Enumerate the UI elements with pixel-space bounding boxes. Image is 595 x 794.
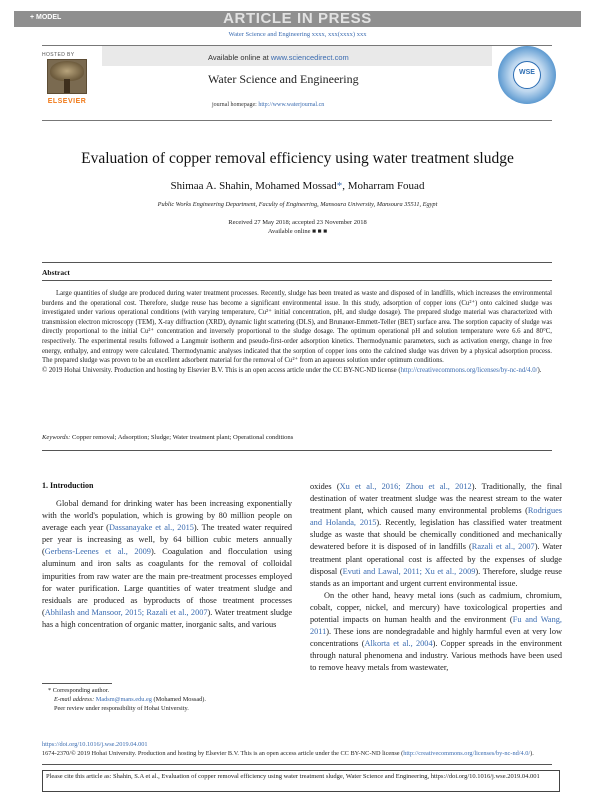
footnotes (48, 686, 288, 713)
sciencedirect-link[interactable]: www.sciencedirect.com (270, 53, 349, 62)
corresponding-author-mark[interactable]: * (336, 180, 343, 192)
available-prefix: Available online at (208, 53, 271, 62)
article-title: Evaluation of copper removal efficiency using water treatment sludge (81, 150, 514, 167)
reference-link[interactable]: Abhilash and Mansoor, 2015; Razali et al., 2007 (44, 607, 208, 617)
body-column-left (42, 481, 292, 631)
model-tag: + MODEL (30, 14, 62, 21)
section-heading-introduction: 1. Introduction (42, 481, 94, 490)
footer-doi-block (42, 740, 552, 758)
reference-link[interactable]: Dassanayake et al., 2015 (108, 523, 194, 533)
abstract-text: Large quantities of sludge are produced during water treatment processes. Recently, sludge has been treated as waste and disposed of in landfills, which increases the environmental burdens and the operational cost. Therefore, sludge reuse has become a significant environmental issue. In this study, adsorption of copper ions (Cu²⁺) onto calcined sludge was investigated under various operational conditions (with varying temperature, Cu²⁺ initial concentration, pH, and sludge dosage). The prepared sludge material was characterized with transmission electron microscopy (TEM), X-ray diffraction (XRD), dynamic light scattering (DLS), and Brunauer-Emmett-Teller (BET) surface area. The sorption capacity of sludge was directly proportional to the initial Cu²⁺ concentration and inversely proportional to the sludge dosage. The optimum operational pH and solution temperature were 6.6 and 80°C, respectively. The experimental results followed a Langmuir isotherm and pseudo-first-order adsorption kinetics. Thermodynamic parameters, such as activation energy, change in free energy, enthalpy, and entropy were calculated. Thermodynamic analyses indicated that the sorption of copper ions onto the calcined sludge was driven by a physical adsorption process. The prepared sludge was proven to be an excellent adsorbent material for the removal of Cu²⁺ from an aqueous solution under optimum conditions. (42, 290, 552, 365)
reference-link[interactable]: Rodrigues and Holanda, 2015 (310, 506, 562, 528)
issn-prefix: 1674-2370/© 2019 Hohai University. Production and hosting by Elsevier B.V. This is an open access article under the CC BY-NC-ND license ( (42, 750, 404, 757)
authors-first: Shimaa A. Shahin, Mohamed Mossad (170, 180, 337, 192)
received-dates: Received 27 May 2018; accepted 23 November 2018 (228, 219, 367, 226)
intro-paragraph-1 (42, 498, 292, 631)
article-in-press-banner (14, 11, 581, 27)
citation-box: Please cite this article as: Shahin, S.A et al., Evaluation of copper removal efficiency using water treatment sludge, Water Science and Engineering, https://doi.org/10.1016/j.wse.2019.04.001 (42, 770, 560, 792)
abstract-heading: Abstract (42, 268, 70, 277)
reference-link[interactable]: Alkorta et al., 2004 (364, 639, 433, 649)
journal-homepage-link[interactable]: http://www.waterjournal.cn (258, 102, 325, 108)
affiliation: Public Works Engineering Department, Faculty of Engineering, Mansoura University, Mansoura 35511, Egypt (157, 201, 438, 208)
corresponding-author-note: * Corresponding author. (48, 687, 110, 694)
keywords-list: Copper removal; Adsorption; Sludge; Water treatment plant; Operational conditions (70, 434, 294, 441)
keywords (42, 434, 552, 441)
reference-link[interactable]: Fu and Wang, 2011 (310, 615, 562, 637)
doi-link[interactable]: https://doi.org/10.1016/j.wse.2019.04.001 (42, 741, 148, 748)
article-in-press-title: ARTICLE IN PRESS (223, 10, 372, 27)
journal-name: Water Science and Engineering (208, 72, 359, 86)
reference-link[interactable]: Xu et al., 2016; Zhou et al., 2012 (339, 482, 472, 491)
footer-license-link[interactable]: http://creativecommons.org/licenses/by-nc-nd/4.0/ (403, 750, 531, 757)
text-run: ). Water treatment sludge has a high concentration of organic matter, inorganic salts, and various (42, 607, 292, 629)
tree-trunk-shape (64, 79, 70, 93)
tree-canopy-shape (50, 61, 84, 81)
intro-paragraph-2 (310, 590, 562, 675)
wse-journal-logo (498, 46, 556, 104)
email-note (48, 695, 288, 704)
text-run: ). Therefore, sludge reuse stands as an important and urgent current environmental issue. (310, 566, 562, 588)
text-run: ). The treated water required per year is increasing as well, by 64 billion cubic meters annually ( (42, 523, 293, 557)
body-column-right (310, 481, 562, 675)
publisher-name: ELSEVIER (47, 98, 87, 105)
text-run: ). Traditionally, the final destination of water treatment sludge was the nearest stream to the water treatment plant, which caused many environmental problems ( (310, 482, 563, 516)
email-label: E-mail address: (54, 696, 96, 703)
journal-info (102, 46, 492, 116)
available-online-date: Available online ■ ■ ■ (267, 228, 328, 235)
issn-license (42, 749, 552, 758)
available-online (208, 53, 349, 62)
email-link[interactable]: Madsm@mans.edu.eg (95, 696, 152, 703)
email-suffix: (Mohamed Mossad). (151, 696, 206, 703)
text-run: ). Water treatment plant operational cost is affected by the expenses of sludge disposal ( (310, 542, 562, 576)
license-prefix: © 2019 Hohai University. Production and hosting by Elsevier B.V. This is an open access article under the CC BY-NC-ND license ( (42, 366, 401, 374)
homepage-prefix: journal homepage: (212, 102, 259, 108)
text-run: ). Recently, legislation has classified water treatment sludge as waste that should be chemically conditioned and mechanically dewatered before it is disposed of in landfills ( (310, 518, 562, 552)
abstract-body (42, 289, 552, 375)
running-head: Water Science and Engineering xxxx, xxx(xxxx) xxx (228, 31, 367, 38)
intro-paragraph-1-continued (310, 481, 562, 590)
text-run: ). Coagulation and flocculation using aluminum and iron salts as coagulants for the removal of colloidal impurities from raw water are the main pre-treatment processes employed for water purification. Large quantities of water treatment sludge and residuals are produced as byproducts of those treatment processes ( (42, 547, 293, 617)
header-rule-bottom (42, 120, 552, 121)
authors (0, 180, 595, 192)
abstract-top-rule (42, 262, 552, 263)
footnote-rule (42, 683, 112, 684)
elsevier-logo (42, 52, 92, 112)
abstract-heading-rule (42, 280, 552, 281)
text-run: Global demand for drinking water has been increasing exponentially with the world's population, which is growing by 80 million people on average each year ( (42, 499, 292, 533)
license-link[interactable]: http://creativecommons.org/licenses/by-nc-nd/4.0/ (400, 366, 538, 374)
abstract-bottom-rule (42, 450, 552, 451)
hosted-by-label: HOSTED BY (42, 52, 75, 58)
license-suffix: ). (537, 366, 542, 374)
journal-homepage (212, 102, 324, 108)
authors-rest: , Moharram Fouad (342, 180, 425, 192)
reference-link[interactable]: Evuti and Lawal, 2011; Xu et al., 2009 (342, 566, 476, 576)
keywords-label: Keywords: (42, 434, 71, 441)
issn-suffix: ). (530, 750, 534, 757)
license-statement (42, 366, 552, 376)
text-run: ). Copper spreads in the environment through natural phenomena and industry. Various methods have been used to remove heavy metals from wastewater, (310, 639, 563, 673)
text-run: On the other hand, heavy metal ions (such as cadmium, chromium, cobalt, copper, nickel, and mercury) have toxicological properties and potential impacts on human health and the environment ( (310, 590, 562, 625)
peer-review-note: Peer review under responsibility of Hohai University. (54, 705, 189, 712)
reference-link[interactable]: Gerbens-Leenes et al., 2009 (44, 547, 151, 557)
journal-header (42, 46, 552, 121)
text-run: oxides ( (310, 482, 340, 491)
reference-link[interactable]: Razali et al., 2007 (471, 542, 535, 552)
wse-logo-text: WSE (519, 69, 535, 76)
text-run: ). These ions are nondegradable and highly harmful even at very low concentrations ( (310, 627, 562, 649)
footer-rule (42, 764, 552, 765)
